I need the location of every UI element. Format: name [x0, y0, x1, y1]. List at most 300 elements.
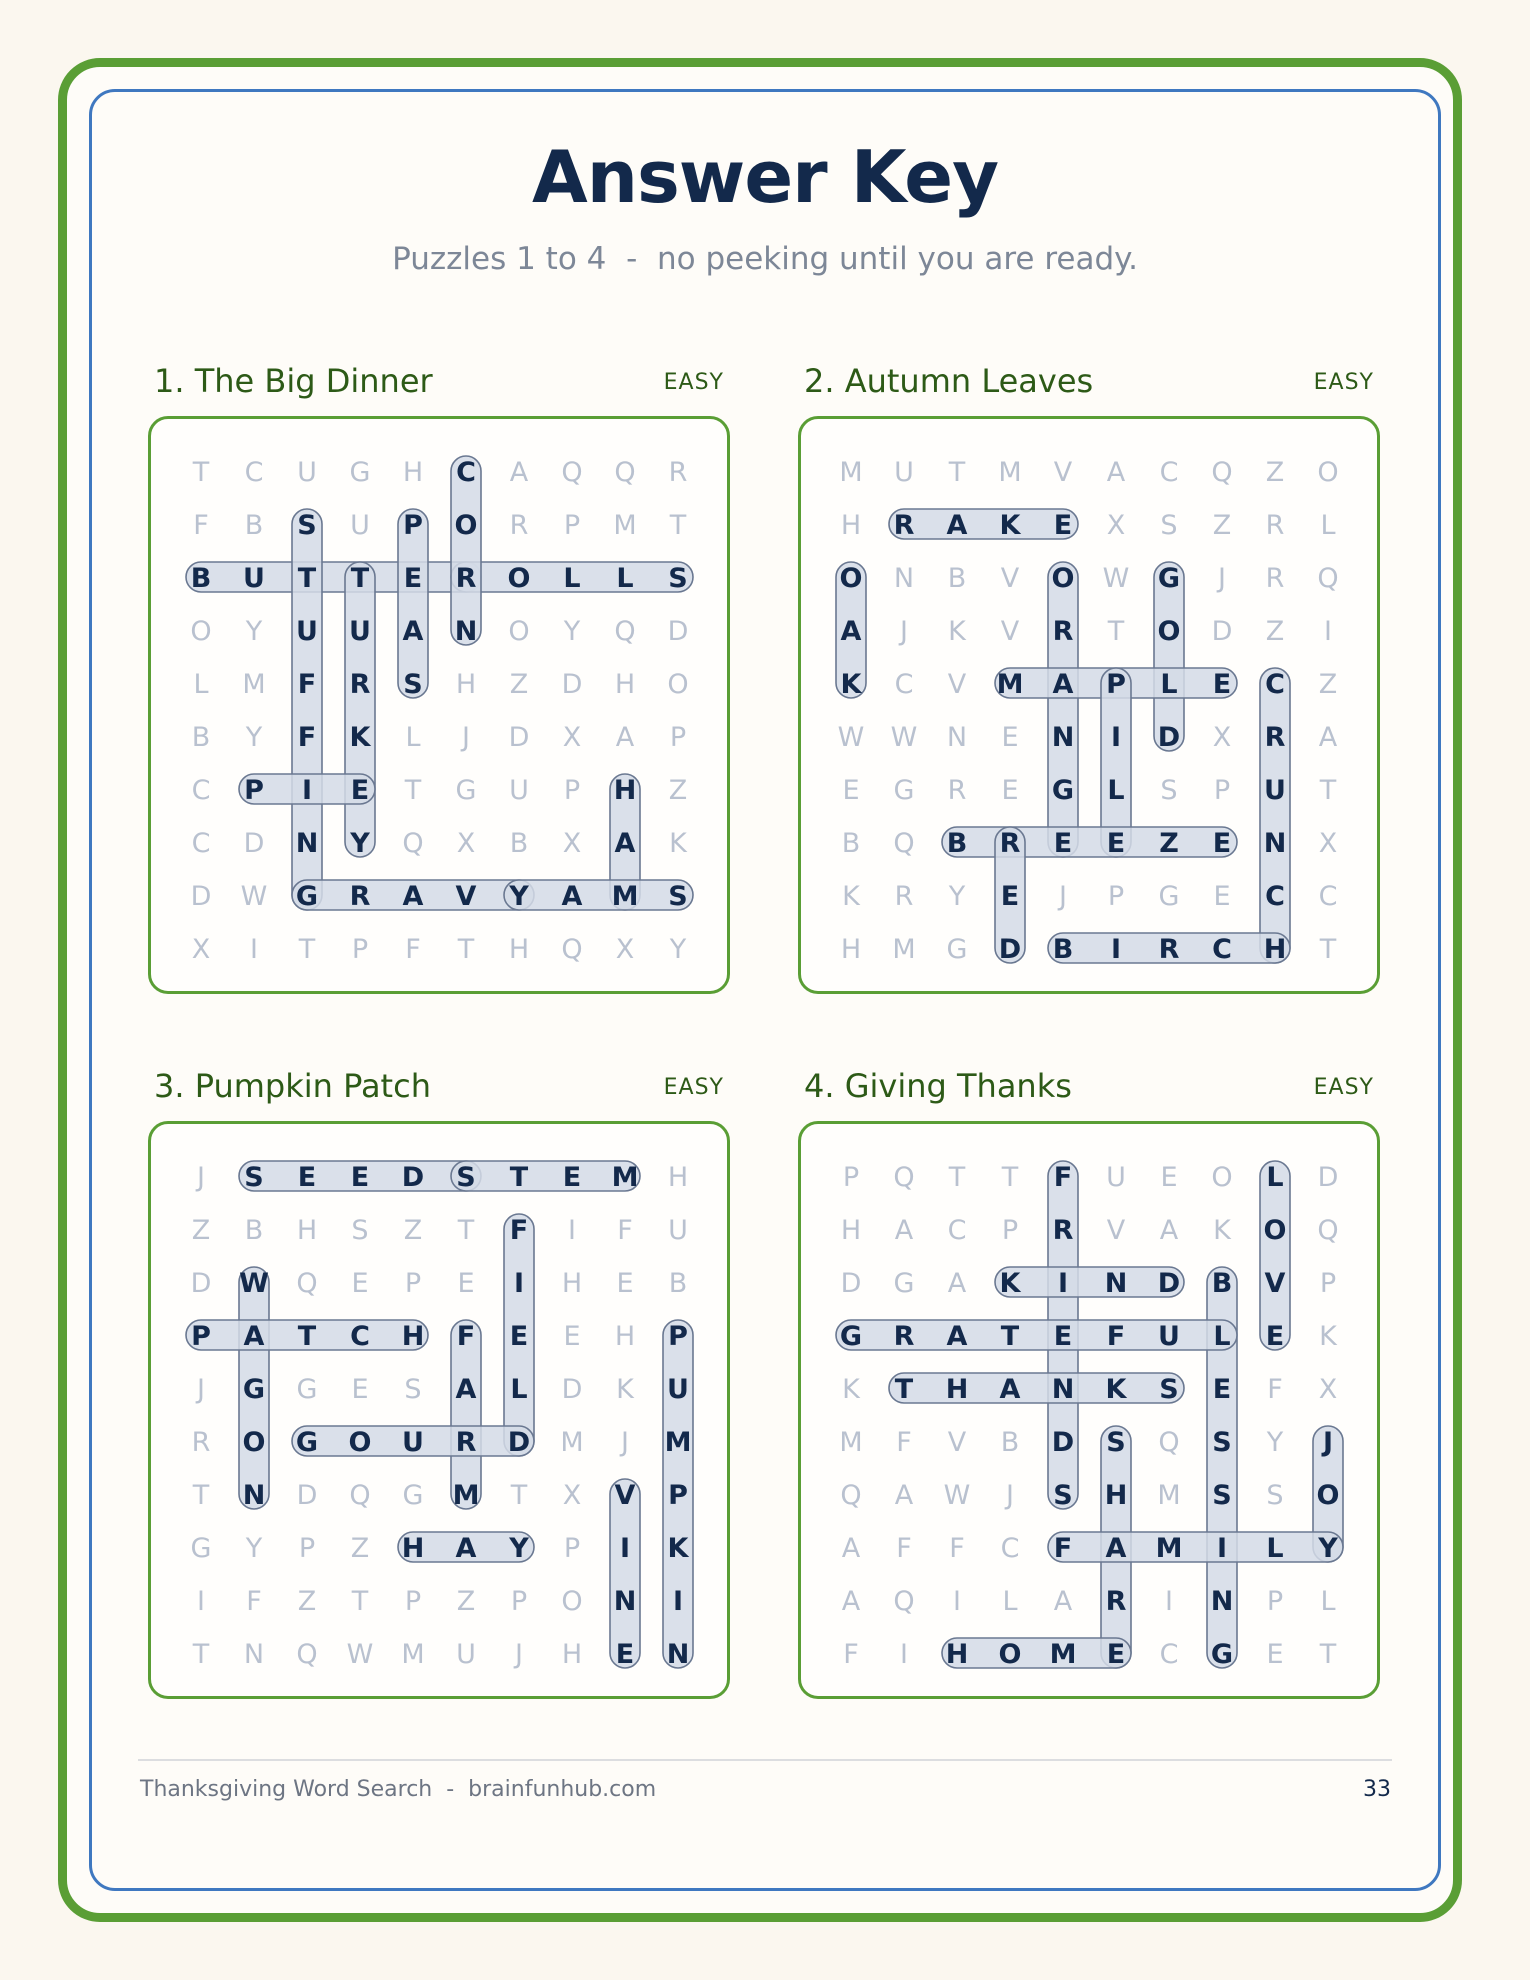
found-letter: N: [1051, 1374, 1075, 1405]
found-letter: F: [1053, 1162, 1073, 1193]
grid-letter: C: [191, 775, 211, 806]
grid-letter: M: [839, 1427, 863, 1458]
found-letter: H: [1263, 934, 1287, 965]
found-letter: G: [242, 1374, 266, 1405]
grid-letter: C: [1159, 457, 1179, 488]
grid-letter: B: [947, 563, 967, 594]
puzzle-title: 4. Giving Thanks: [804, 1067, 1072, 1105]
footer-divider: [138, 1759, 1392, 1761]
found-letter: E: [1106, 1639, 1126, 1670]
grid-letter: N: [893, 563, 915, 594]
found-letter: G: [1210, 1639, 1234, 1670]
found-letter: V: [1264, 1268, 1286, 1299]
found-letter: R: [1264, 722, 1286, 753]
grid-letter: H: [455, 669, 477, 700]
grid-letter: X: [1318, 1374, 1338, 1405]
grid-letter: K: [616, 1374, 634, 1405]
grid-svg: [801, 1124, 1383, 1702]
found-letter: N: [1210, 1586, 1234, 1617]
answer-highlight-breeze: [942, 827, 1237, 857]
grid-letter: L: [405, 722, 421, 753]
grid-letter: P: [1001, 1215, 1019, 1246]
grid-letter: E: [1266, 1639, 1284, 1670]
grid-letter: P: [404, 1268, 422, 1299]
answer-highlight-thanks: [889, 1373, 1184, 1403]
found-letter: F: [1053, 1533, 1073, 1564]
grid-letter: I: [900, 1639, 908, 1670]
found-letter: O: [998, 1639, 1022, 1670]
found-letter: E: [1212, 828, 1232, 859]
grid-letter: O: [561, 1586, 583, 1617]
found-letter: E: [615, 1639, 635, 1670]
grid-letter: P: [1266, 1586, 1284, 1617]
found-letter: E: [1053, 1321, 1073, 1352]
grid-svg: [801, 419, 1383, 997]
found-letter: E: [562, 1162, 582, 1193]
grid-letter: H: [840, 510, 862, 541]
grid-letter: E: [616, 1268, 634, 1299]
grid-letter: T: [404, 775, 422, 806]
grid-letter: T: [669, 510, 687, 541]
found-letter: N: [1051, 722, 1075, 753]
grid-letter: H: [296, 1215, 318, 1246]
grid-letter: G: [893, 1268, 915, 1299]
found-letter: G: [295, 881, 319, 912]
found-letter: T: [297, 563, 317, 594]
grid-letter: Z: [456, 1586, 476, 1617]
grid-letter: P: [1107, 881, 1125, 912]
grid-letter: A: [947, 1268, 967, 1299]
grid-letter: T: [192, 1639, 210, 1670]
grid-letter: U: [350, 510, 370, 541]
grid-letter: T: [192, 1480, 210, 1511]
found-letter: M: [1155, 1533, 1183, 1564]
footer-text: Thanksgiving Word Search - brainfunhub.com: [140, 1777, 657, 1802]
grid-letter: Q: [402, 828, 424, 859]
grid-letter: Q: [1317, 563, 1339, 594]
grid-letter: T: [192, 457, 210, 488]
found-letter: R: [349, 881, 371, 912]
found-letter: N: [1263, 828, 1287, 859]
grid-letter: F: [1267, 1374, 1283, 1405]
page-number: 33: [1363, 1777, 1391, 1802]
grid-letter: H: [840, 1215, 862, 1246]
found-letter: A: [243, 1321, 265, 1352]
found-letter: I: [1110, 722, 1122, 753]
grid-svg: [151, 1124, 733, 1702]
grid-letter: T: [1107, 616, 1125, 647]
grid-letter: A: [509, 457, 529, 488]
found-letter: H: [401, 1533, 425, 1564]
grid-letter: X: [615, 934, 635, 965]
grid-letter: O: [1211, 1162, 1233, 1193]
found-letter: B: [1052, 934, 1074, 965]
found-letter: F: [297, 722, 317, 753]
found-letter: M: [996, 669, 1024, 700]
found-letter: E: [350, 1162, 370, 1193]
found-letter: U: [1264, 775, 1286, 806]
grid-letter: Z: [403, 1215, 423, 1246]
grid-letter: J: [1006, 1480, 1014, 1511]
grid-letter: Q: [349, 1480, 371, 1511]
grid-svg: [151, 419, 733, 997]
found-letter: M: [1049, 1639, 1077, 1670]
answer-highlight-kind: [995, 1267, 1184, 1297]
found-letter: R: [893, 510, 915, 541]
grid-letter: U: [509, 775, 529, 806]
grid-letter: X: [1212, 722, 1232, 753]
answer-highlight-turkey: [345, 562, 375, 857]
answer-highlight-crunch: [1260, 668, 1290, 963]
grid-letter: P: [351, 934, 369, 965]
found-letter: Y: [350, 828, 370, 859]
found-letter: U: [243, 563, 265, 594]
found-letter: U: [296, 616, 318, 647]
grid-letter: T: [1319, 934, 1337, 965]
grid-letter: E: [351, 1374, 369, 1405]
grid-letter: H: [508, 934, 530, 965]
grid-letter: P: [563, 775, 581, 806]
grid-letter: Q: [840, 1480, 862, 1511]
grid-letter: X: [1106, 510, 1126, 541]
grid-letter: L: [1002, 1586, 1018, 1617]
grid-letter: D: [190, 1268, 212, 1299]
found-letter: B: [190, 563, 212, 594]
grid-letter: A: [894, 1480, 914, 1511]
grid-letter: D: [840, 1268, 862, 1299]
found-letter: Y: [509, 1533, 529, 1564]
found-letter: S: [668, 563, 688, 594]
grid-letter: M: [560, 1427, 584, 1458]
found-letter: H: [945, 1374, 969, 1405]
found-letter: N: [1104, 1268, 1128, 1299]
found-letter: A: [455, 1533, 477, 1564]
grid-letter: F: [949, 1533, 965, 1564]
grid-letter: Z: [1265, 616, 1285, 647]
found-letter: O: [1316, 1480, 1340, 1511]
found-letter: E: [1053, 828, 1073, 859]
grid-letter: I: [1324, 616, 1332, 647]
answer-highlight-yams: [504, 880, 693, 910]
grid-letter: Y: [1266, 1427, 1284, 1458]
found-letter: T: [894, 1374, 914, 1405]
grid-letter: I: [1165, 1586, 1173, 1617]
found-letter: B: [946, 828, 968, 859]
found-letter: A: [999, 1374, 1021, 1405]
found-letter: U: [1158, 1321, 1180, 1352]
grid-letter: P: [510, 1586, 528, 1617]
grid-letter: C: [191, 828, 211, 859]
found-letter: H: [613, 775, 637, 806]
found-letter: E: [1265, 1321, 1285, 1352]
grid-letter: H: [402, 457, 424, 488]
grid-letter: F: [843, 1639, 859, 1670]
grid-letter: Q: [614, 457, 636, 488]
found-letter: I: [1057, 1268, 1069, 1299]
grid-letter: Q: [296, 1268, 318, 1299]
word-search-grid: [148, 1121, 730, 1699]
grid-letter: O: [190, 616, 212, 647]
found-letter: K: [999, 1268, 1021, 1299]
grid-letter: Z: [1265, 457, 1285, 488]
grid-letter: B: [244, 510, 264, 541]
found-letter: L: [1213, 1321, 1231, 1352]
grid-letter: G: [893, 775, 915, 806]
found-letter: S: [456, 1162, 476, 1193]
found-letter: N: [613, 1586, 637, 1617]
grid-letter: L: [1320, 510, 1336, 541]
grid-letter: F: [193, 510, 209, 541]
found-letter: G: [1157, 563, 1181, 594]
grid-letter: R: [1265, 510, 1285, 541]
grid-letter: A: [1159, 1215, 1179, 1246]
grid-letter: V: [1000, 563, 1020, 594]
grid-letter: A: [615, 722, 635, 753]
found-letter: L: [563, 563, 581, 594]
grid-letter: H: [561, 1268, 583, 1299]
grid-letter: E: [842, 775, 860, 806]
difficulty-label: EASY: [1313, 370, 1374, 395]
found-letter: R: [1052, 616, 1074, 647]
grid-letter: E: [351, 1268, 369, 1299]
found-letter: J: [1322, 1427, 1334, 1458]
grid-letter: Z: [191, 1215, 211, 1246]
grid-letter: J: [900, 616, 908, 647]
answer-highlight-orange: [1048, 562, 1078, 857]
grid-letter: H: [561, 1639, 583, 1670]
found-letter: T: [1000, 1321, 1020, 1352]
found-letter: A: [402, 881, 424, 912]
page-title: Answer Key: [531, 135, 999, 219]
found-letter: N: [242, 1480, 266, 1511]
found-letter: B: [1211, 1268, 1233, 1299]
found-letter: L: [1160, 669, 1178, 700]
found-letter: I: [1216, 1533, 1228, 1564]
grid-letter: Q: [296, 1639, 318, 1670]
grid-letter: J: [1059, 881, 1067, 912]
grid-letter: W: [346, 1639, 374, 1670]
found-letter: Y: [509, 881, 529, 912]
grid-letter: J: [515, 1639, 523, 1670]
grid-letter: I: [250, 934, 258, 965]
grid-letter: G: [190, 1533, 212, 1564]
grid-letter: S: [1266, 1480, 1284, 1511]
grid-letter: M: [998, 457, 1022, 488]
grid-letter: P: [1213, 775, 1231, 806]
grid-letter: D: [1211, 616, 1233, 647]
found-letter: S: [1212, 1427, 1232, 1458]
grid-letter: Z: [1318, 669, 1338, 700]
found-letter: R: [893, 1321, 915, 1352]
grid-letter: A: [841, 1586, 861, 1617]
grid-letter: E: [563, 1321, 581, 1352]
found-letter: R: [455, 563, 477, 594]
found-letter: V: [455, 881, 477, 912]
grid-letter: A: [1053, 1586, 1073, 1617]
grid-letter: B: [191, 722, 211, 753]
found-letter: P: [244, 775, 264, 806]
grid-letter: F: [246, 1586, 262, 1617]
found-letter: D: [1157, 1268, 1181, 1299]
grid-letter: T: [457, 934, 475, 965]
grid-letter: D: [508, 722, 530, 753]
found-letter: Z: [1159, 828, 1179, 859]
found-letter: P: [1106, 669, 1126, 700]
grid-letter: B: [668, 1268, 688, 1299]
found-letter: R: [1158, 934, 1180, 965]
grid-letter: C: [1000, 1533, 1020, 1564]
grid-letter: E: [1001, 722, 1019, 753]
found-letter: E: [297, 1162, 317, 1193]
grid-letter: I: [568, 1215, 576, 1246]
grid-letter: G: [296, 1374, 318, 1405]
grid-letter: P: [298, 1533, 316, 1564]
found-letter: M: [664, 1427, 692, 1458]
found-letter: A: [1105, 1533, 1127, 1564]
grid-letter: W: [837, 722, 865, 753]
found-letter: I: [619, 1533, 631, 1564]
grid-letter: Y: [245, 1533, 263, 1564]
grid-letter: P: [563, 1533, 581, 1564]
grid-letter: Z: [350, 1533, 370, 1564]
grid-letter: B: [1000, 1427, 1020, 1458]
found-letter: A: [840, 616, 862, 647]
grid-letter: C: [1159, 1639, 1179, 1670]
grid-letter: X: [191, 934, 211, 965]
found-letter: N: [666, 1639, 690, 1670]
found-letter: Y: [1318, 1533, 1338, 1564]
found-letter: D: [507, 1427, 531, 1458]
grid-letter: O: [508, 616, 530, 647]
grid-letter: U: [894, 457, 914, 488]
found-letter: C: [1212, 934, 1232, 965]
grid-letter: R: [947, 775, 967, 806]
grid-letter: T: [351, 1586, 369, 1617]
grid-letter: D: [243, 828, 265, 859]
grid-letter: H: [614, 1321, 636, 1352]
grid-letter: I: [197, 1586, 205, 1617]
found-letter: D: [401, 1162, 425, 1193]
word-search-grid: [798, 416, 1380, 994]
found-letter: A: [561, 881, 583, 912]
found-letter: I: [513, 1268, 525, 1299]
found-letter: H: [401, 1321, 425, 1352]
grid-letter: E: [1213, 881, 1231, 912]
answer-highlight-family: [1048, 1532, 1343, 1562]
found-letter: C: [1265, 669, 1285, 700]
found-letter: N: [295, 828, 319, 859]
found-letter: W: [239, 1268, 269, 1299]
found-letter: E: [1000, 881, 1020, 912]
found-letter: I: [672, 1586, 684, 1617]
grid-letter: P: [1319, 1268, 1337, 1299]
found-letter: O: [1263, 1215, 1287, 1246]
grid-letter: T: [1319, 775, 1337, 806]
found-letter: R: [1105, 1586, 1127, 1617]
grid-letter: W: [1102, 563, 1130, 594]
grid-letter: A: [1106, 457, 1126, 488]
grid-letter: K: [842, 1374, 860, 1405]
found-letter: P: [191, 1321, 211, 1352]
grid-letter: O: [1317, 457, 1339, 488]
found-letter: O: [348, 1427, 372, 1458]
found-letter: F: [509, 1215, 529, 1246]
found-letter: E: [1212, 1374, 1232, 1405]
found-letter: A: [402, 616, 424, 647]
grid-letter: M: [839, 457, 863, 488]
grid-letter: P: [842, 1162, 860, 1193]
found-letter: U: [667, 1374, 689, 1405]
grid-letter: V: [1053, 457, 1073, 488]
grid-letter: J: [621, 1427, 629, 1458]
grid-letter: Q: [1317, 1215, 1339, 1246]
difficulty-label: EASY: [1313, 1075, 1374, 1100]
grid-letter: M: [401, 1639, 425, 1670]
grid-letter: V: [947, 669, 967, 700]
grid-letter: Z: [1212, 510, 1232, 541]
grid-letter: Q: [893, 1162, 915, 1193]
found-letter: U: [349, 616, 371, 647]
grid-letter: N: [946, 722, 968, 753]
grid-letter: X: [456, 828, 476, 859]
grid-letter: A: [1318, 722, 1338, 753]
found-letter: A: [455, 1374, 477, 1405]
found-letter: O: [1157, 616, 1181, 647]
grid-letter: U: [297, 457, 317, 488]
grid-letter: Q: [1211, 457, 1233, 488]
grid-letter: U: [1106, 1162, 1126, 1193]
grid-letter: G: [946, 934, 968, 965]
found-letter: H: [945, 1639, 969, 1670]
grid-letter: C: [1318, 881, 1338, 912]
grid-letter: T: [948, 1162, 966, 1193]
grid-letter: T: [1001, 1162, 1019, 1193]
grid-letter: M: [892, 934, 916, 965]
grid-letter: T: [948, 457, 966, 488]
grid-letter: T: [1319, 1639, 1337, 1670]
found-letter: U: [402, 1427, 424, 1458]
found-letter: M: [611, 881, 639, 912]
found-letter: O: [1051, 563, 1075, 594]
found-letter: P: [403, 510, 423, 541]
grid-letter: Y: [245, 722, 263, 753]
grid-letter: G: [349, 457, 371, 488]
grid-letter: T: [457, 1215, 475, 1246]
grid-letter: X: [562, 1480, 582, 1511]
word-search-grid: [798, 1121, 1380, 1699]
grid-letter: V: [947, 1427, 967, 1458]
found-letter: S: [244, 1162, 264, 1193]
found-letter: O: [507, 563, 531, 594]
found-letter: O: [454, 510, 478, 541]
grid-letter: Y: [563, 616, 581, 647]
grid-letter: J: [462, 722, 470, 753]
grid-letter: D: [561, 669, 583, 700]
found-letter: S: [1212, 1480, 1232, 1511]
found-letter: C: [456, 457, 476, 488]
difficulty-label: EASY: [663, 370, 724, 395]
found-letter: E: [1053, 510, 1073, 541]
grid-letter: D: [667, 616, 689, 647]
found-letter: L: [1107, 775, 1125, 806]
found-letter: V: [614, 1480, 636, 1511]
found-letter: E: [509, 1321, 529, 1352]
grid-letter: B: [841, 828, 861, 859]
grid-letter: L: [193, 669, 209, 700]
puzzle-title: 1. The Big Dinner: [154, 362, 433, 400]
found-letter: T: [509, 1162, 529, 1193]
found-letter: D: [998, 934, 1022, 965]
